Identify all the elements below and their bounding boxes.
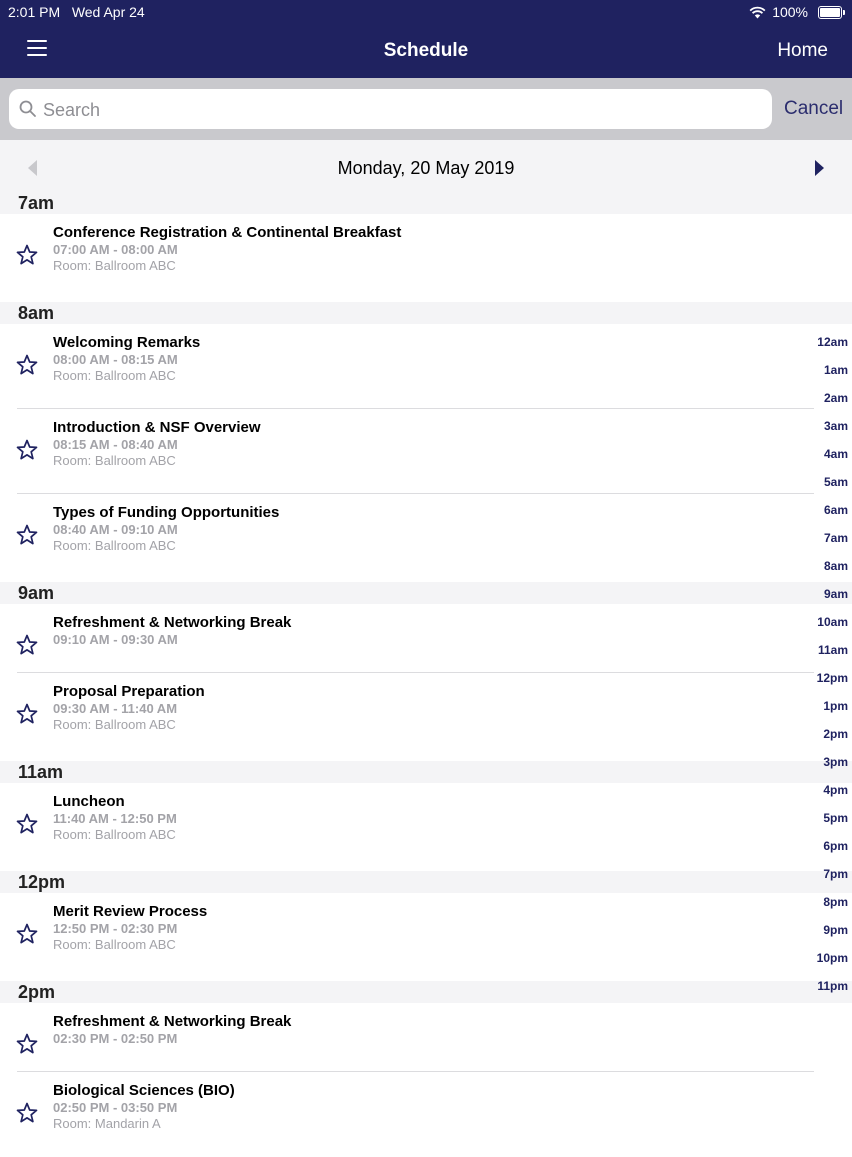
hamburger-icon[interactable] [27, 40, 47, 56]
session-room: Room: Ballroom ABC [53, 937, 176, 952]
hour-index-item[interactable]: 4pm [823, 783, 848, 797]
hour-index-item[interactable]: 11am [817, 643, 848, 657]
cancel-button[interactable]: Cancel [784, 98, 844, 119]
hour-index-item[interactable]: 3am [823, 419, 848, 433]
section-header: 12pm [0, 871, 852, 893]
hour-index-item[interactable]: 1pm [823, 699, 848, 713]
session-time: 12:50 PM - 02:30 PM [53, 921, 178, 936]
next-day-arrow-icon[interactable] [815, 160, 824, 176]
status-time: 2:01 PM [8, 4, 61, 20]
battery-icon [818, 6, 842, 19]
session-title: Biological Sciences (BIO) [53, 1082, 235, 1099]
hour-index-item[interactable]: 7am [823, 531, 848, 545]
navigation-bar [0, 0, 852, 78]
session-time: 02:50 PM - 03:50 PM [53, 1100, 178, 1115]
session-title: Introduction & NSF Overview [53, 419, 261, 436]
status-right [749, 4, 842, 20]
star-outline-icon[interactable] [15, 922, 39, 946]
star-outline-icon[interactable] [15, 1101, 39, 1125]
hour-index-item[interactable]: 6am [823, 503, 848, 517]
section-header: 7am [0, 192, 852, 214]
hour-index-item[interactable]: 2am [823, 391, 848, 405]
hour-index-item[interactable]: 11pm [817, 979, 848, 993]
session-title: Conference Registration & Continental Breakfast [53, 224, 402, 241]
section-header: 11am [0, 761, 852, 783]
star-outline-icon[interactable] [15, 702, 39, 726]
session-time: 08:00 AM - 08:15 AM [53, 352, 178, 367]
hour-index-item[interactable]: 3pm [823, 755, 848, 769]
session-room: Room: Ballroom ABC [53, 258, 176, 273]
star-outline-icon[interactable] [15, 1032, 39, 1056]
section-header: 8am [0, 302, 852, 324]
session-title: Refreshment & Networking Break [53, 1013, 292, 1030]
hour-index-item[interactable]: 9pm [823, 923, 848, 937]
schedule-row[interactable] [0, 1072, 852, 1157]
battery-percent: 100% [772, 4, 808, 20]
session-room: Room: Mandarin A [53, 1116, 161, 1131]
hour-index-item[interactable]: 9am [823, 587, 848, 601]
session-room: Room: Ballroom ABC [53, 538, 176, 553]
star-outline-icon[interactable] [15, 523, 39, 547]
hour-index-item[interactable]: 4am [823, 447, 848, 461]
hour-index-item[interactable]: 5pm [823, 811, 848, 825]
hour-index-item[interactable]: 7pm [823, 867, 848, 881]
date-navigation [0, 140, 852, 192]
search-input[interactable] [41, 89, 765, 131]
hour-index-item[interactable]: 10pm [816, 951, 848, 965]
hour-index-item[interactable]: 6pm [823, 839, 848, 853]
search-bar [0, 78, 852, 140]
home-button[interactable]: Home [777, 40, 828, 61]
session-room: Room: Ballroom ABC [53, 827, 176, 842]
status-date: Wed Apr 24 [71, 4, 145, 20]
session-title: Proposal Preparation [53, 683, 205, 700]
schedule-list [0, 192, 852, 1157]
schedule-row[interactable] [0, 673, 852, 758]
star-outline-icon[interactable] [15, 243, 39, 267]
section-header: 2pm [0, 981, 852, 1003]
session-time: 08:40 AM - 09:10 AM [53, 522, 178, 537]
star-outline-icon[interactable] [15, 633, 39, 657]
section-header: 9am [0, 582, 852, 604]
schedule-row[interactable] [0, 893, 852, 978]
status-time-date [8, 4, 145, 20]
session-room: Room: Ballroom ABC [53, 717, 176, 732]
hour-index-item[interactable]: 5am [823, 475, 848, 489]
hour-index-item[interactable]: 8am [823, 559, 848, 573]
search-field-container[interactable] [9, 89, 772, 129]
session-title: Luncheon [53, 793, 125, 810]
schedule-row[interactable] [0, 494, 852, 579]
hour-index-item[interactable]: 1am [823, 363, 848, 377]
search-icon [19, 100, 37, 118]
star-outline-icon[interactable] [15, 812, 39, 836]
session-time: 11:40 AM - 12:50 PM [53, 811, 177, 826]
session-title: Refreshment & Networking Break [53, 614, 292, 631]
session-time: 07:00 AM - 08:00 AM [53, 242, 178, 257]
session-room: Room: Ballroom ABC [53, 368, 176, 383]
schedule-row[interactable] [0, 1003, 852, 1072]
session-time: 08:15 AM - 08:40 AM [53, 437, 178, 452]
schedule-row[interactable] [0, 409, 852, 494]
session-time: 02:30 PM - 02:50 PM [53, 1031, 178, 1046]
session-title: Merit Review Process [53, 903, 208, 920]
wifi-icon [749, 6, 766, 19]
star-outline-icon[interactable] [15, 353, 39, 377]
session-time: 09:30 AM - 11:40 AM [53, 701, 178, 716]
schedule-row[interactable] [0, 604, 852, 673]
hour-index-item[interactable]: 2pm [823, 727, 848, 741]
session-title: Welcoming Remarks [53, 334, 201, 351]
session-title: Types of Funding Opportunities [53, 504, 280, 521]
current-date: Monday, 20 May 2019 [337, 158, 515, 178]
schedule-row[interactable] [0, 783, 852, 868]
schedule-row[interactable] [0, 214, 852, 299]
session-room: Room: Ballroom ABC [53, 453, 176, 468]
hour-index-item[interactable]: 12am [817, 335, 848, 349]
star-outline-icon[interactable] [15, 438, 39, 462]
schedule-row[interactable] [0, 324, 852, 409]
hour-index-item[interactable]: 8pm [823, 895, 848, 909]
session-time: 09:10 AM - 09:30 AM [53, 632, 178, 647]
page-title: Schedule [383, 40, 469, 61]
hour-index-item[interactable]: 10am [817, 615, 848, 629]
hour-index-item[interactable]: 12pm [816, 671, 848, 685]
